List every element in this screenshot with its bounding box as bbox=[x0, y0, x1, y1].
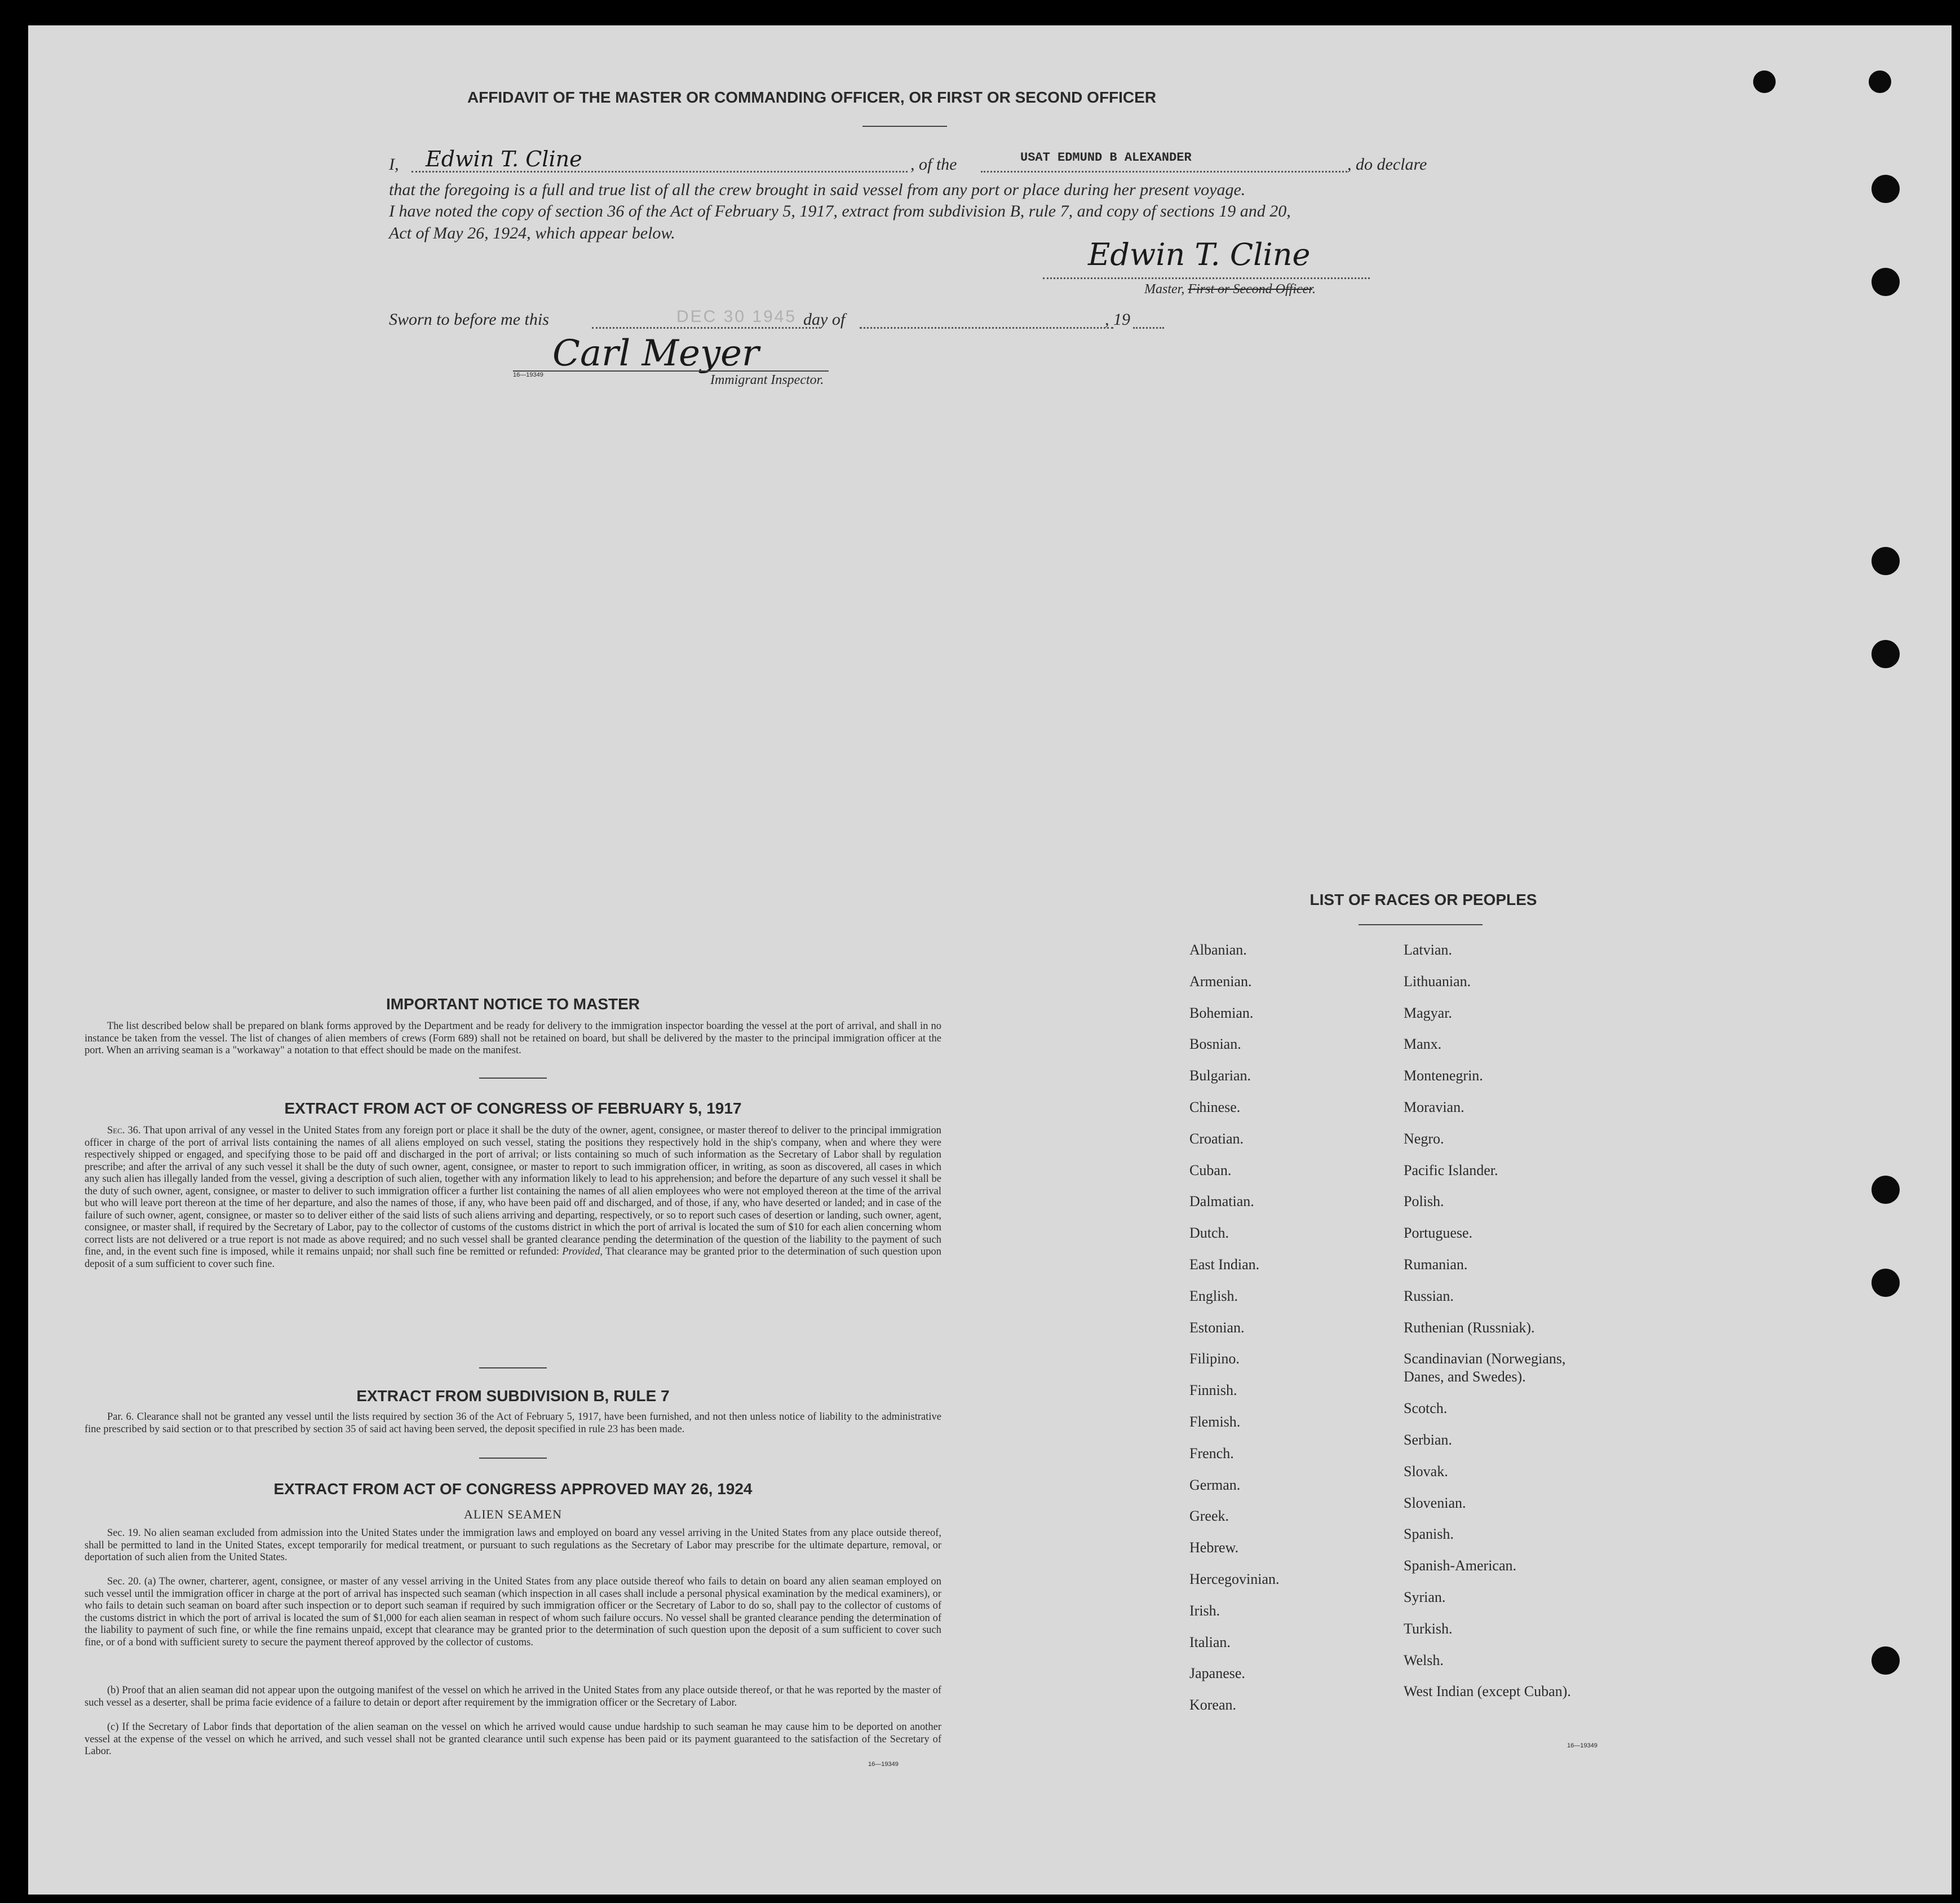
extract-1917-text bbox=[85, 1125, 941, 1270]
race-item: Ruthenian (Russniak). bbox=[1404, 1319, 1535, 1336]
race-item: Polish. bbox=[1404, 1193, 1444, 1210]
race-item: Montenegrin. bbox=[1404, 1067, 1483, 1084]
race-item: Moravian. bbox=[1404, 1099, 1465, 1115]
proviso-label: Provided, bbox=[562, 1246, 603, 1257]
do-declare-label: , do declare bbox=[1347, 155, 1427, 174]
race-item: Syrian. bbox=[1404, 1589, 1446, 1605]
inspector-line bbox=[513, 370, 829, 372]
punch-hole bbox=[1753, 70, 1776, 93]
race-item: Italian. bbox=[1189, 1633, 1231, 1650]
divider bbox=[479, 1078, 547, 1079]
master-label-row bbox=[1144, 282, 1316, 297]
master-signature-line bbox=[1043, 277, 1370, 279]
race-item: Hercegovinian. bbox=[1189, 1571, 1280, 1587]
punch-hole bbox=[1871, 1269, 1900, 1297]
race-item: Dutch. bbox=[1189, 1225, 1229, 1242]
punch-hole bbox=[1871, 640, 1900, 668]
alien-seamen-subtitle: ALIEN SEAMEN bbox=[464, 1507, 562, 1521]
race-item: Croatian. bbox=[1189, 1130, 1244, 1147]
punch-hole bbox=[1871, 268, 1900, 296]
race-item: Pacific Islander. bbox=[1404, 1162, 1498, 1178]
extract-1924-title: EXTRACT FROM ACT OF CONGRESS APPROVED MAY 26, 1924 bbox=[273, 1480, 753, 1498]
sworn-label: Sworn to before me this bbox=[389, 310, 549, 329]
race-item: Turkish. bbox=[1404, 1620, 1453, 1637]
declarant-signature: Edwin T. Cline bbox=[426, 147, 582, 171]
vessel-name: USAT EDMUND B ALEXANDER bbox=[1020, 151, 1192, 165]
notice-text: The list described below shall be prepared on blank forms approved by the Department and be ready for delivery to the immigration inspector boarding the vessel at the port of arrival, and shall in no instance be taken from the vessel. The list of changes of alien members of crews (Form 689) shall not be retained on board, but shall be delivered by the master to the principal immigration officer at the port. When an arriving seaman is a "workaway" a notation to that effect should be made on the manifest. bbox=[85, 1021, 941, 1056]
race-item: Magyar. bbox=[1404, 1004, 1452, 1021]
race-item: Albanian. bbox=[1189, 942, 1247, 958]
section-label: Sec. 36. bbox=[107, 1125, 141, 1136]
race-item: Russian. bbox=[1404, 1287, 1454, 1304]
race-item: Bosnian. bbox=[1189, 1036, 1241, 1053]
race-item: Chinese. bbox=[1189, 1099, 1241, 1115]
race-item: Slovenian. bbox=[1404, 1494, 1466, 1511]
race-item: Dalmatian. bbox=[1189, 1193, 1254, 1210]
race-item: Hebrew. bbox=[1189, 1539, 1239, 1556]
master-signature: Edwin T. Cline bbox=[1088, 237, 1311, 272]
sec19-text: Sec. 19. No alien seaman excluded from admission into the United States under the immigration laws and employed on board any vessel arriving in the United States from any place outside thereof, shall be permitted to land in the United States, except temporarily for medical treatment, or pursuant to such regulations as the Secretary of Labor may prescribe for the ultimate departure, removal, or deportation of such alien from the United States. bbox=[85, 1527, 941, 1563]
vessel-line bbox=[981, 171, 1347, 173]
race-item: Scandinavian (Norwegians, bbox=[1404, 1350, 1566, 1367]
affidavit-prefix: I, bbox=[389, 155, 399, 174]
date-stamp: DEC 30 1945 bbox=[676, 307, 797, 326]
of-the-label: , of the bbox=[910, 155, 957, 174]
race-item: Danes, and Swedes). bbox=[1404, 1368, 1526, 1385]
rule7-title: EXTRACT FROM SUBDIVISION B, RULE 7 bbox=[356, 1387, 670, 1405]
races-title: LIST OF RACES OR PEOPLES bbox=[1309, 891, 1537, 908]
bleed-through-area bbox=[62, 414, 1922, 866]
master-label: Master, bbox=[1144, 282, 1185, 297]
divider bbox=[479, 1367, 547, 1368]
year-label: , 19 bbox=[1105, 310, 1130, 329]
race-item: Portuguese. bbox=[1404, 1225, 1473, 1242]
race-item: Finnish. bbox=[1189, 1382, 1237, 1399]
month-line bbox=[860, 327, 1113, 329]
race-item: Serbian. bbox=[1404, 1432, 1452, 1448]
year-line bbox=[1133, 327, 1164, 329]
race-item: English. bbox=[1189, 1287, 1238, 1304]
divider bbox=[1359, 924, 1483, 925]
form-number: 16—19349 bbox=[1567, 1742, 1598, 1749]
sworn-day-line bbox=[592, 327, 817, 329]
affidavit-line-1: that the foregoing is a full and true list of all the crew brought in said vessel from any port or place during her present voyage. bbox=[389, 180, 1246, 199]
notice-title: IMPORTANT NOTICE TO MASTER bbox=[386, 995, 640, 1013]
race-item: Welsh. bbox=[1404, 1652, 1444, 1668]
race-item: Manx. bbox=[1404, 1036, 1442, 1053]
race-item: Greek. bbox=[1189, 1508, 1229, 1525]
race-item: Negro. bbox=[1404, 1130, 1444, 1147]
inspector-signature: Carl Meyer bbox=[552, 333, 759, 374]
race-item: Scotch. bbox=[1404, 1400, 1448, 1417]
race-item: Flemish. bbox=[1189, 1414, 1241, 1430]
race-item: Bohemian. bbox=[1189, 1004, 1254, 1021]
race-item: Spanish-American. bbox=[1404, 1557, 1517, 1574]
punch-hole bbox=[1871, 1176, 1900, 1204]
form-number: 16—19349 bbox=[868, 1761, 899, 1768]
race-item: West Indian (except Cuban). bbox=[1404, 1683, 1571, 1700]
form-number: 16—19349 bbox=[513, 372, 543, 378]
divider bbox=[479, 1458, 547, 1459]
sec20a-text: Sec. 20. (a) The owner, charterer, agent, consignee, or master of any vessel arriving in the United States from any place outside thereof who fails to detain on board any alien seaman employed on such vessel until the immigration officer in charge at the port of arrival has inspected such seaman (which inspection in all cases shall include a personal physical examination by the medical examiners), or who fails to detain such seaman on board after such inspection or to deport such seaman if required by such immigration officer or the Secretary of Labor to do so, shall pay to the collector of customs of the customs district in which the port of arrival is located the sum of $1,000 for each alien seaman in respect of whom such failure occurs. No vessel shall be granted clearance pending the determination of the liability to payment of such fine, or while the fine remains unpaid, except that clearance may be granted prior to the determination of such question upon the deposit of a sum sufficient to cover such fine, or of a bond with sufficient surety to secure the payment thereof approved by the collector of customs. bbox=[85, 1576, 941, 1648]
inspector-label: Immigrant Inspector. bbox=[710, 373, 824, 387]
extract-1917-body: That upon arrival of any vessel in the United States from any foreign port or place it shall be the duty of the owner, agent, consignee, or master thereof to deliver to the principal immigration officer in charge of the port of arrival lists containing the names of all aliens employed on such vessel, stating the positions they respectively hold in the ship's company, when and where they were respectively shipped or engaged, and specifying those to be paid off and discharged in the port of arrival; or lists containing so much of such information as the Secretary of Labor shall by regulation prescribe; and after the arrival of any such vessel it shall be the duty of such owner, agent, consignee, or master to report to such immigration officer, in writing, as soon as discovered, all cases in which any such alien has illegally landed from the vessel, giving a description of such alien, together with any information likely to lead to his apprehension; and before the departure of any such vessel it shall be the duty of such owner, agent, consignee, or master to deliver to such immigration officer a further list containing the names of all alien employees who were not employed thereon at the time of the arrival but who will leave port thereon at the time of her departure, and also the names of those, if any, who have been paid off and discharged, and of those, if any, who have deserted or landed; and in case of the failure of such owner, agent, consignee, or master so to deliver either of the said lists of such aliens arriving and departing, respectively, or so to report such cases of desertion or landing, such owner, agent, consignee, or master shall, if required by the Secretary of Labor, pay to the collector of customs of the customs district in which the port of arrival is located the sum of $10 for each alien concerning whom correct lists are not delivered or a true report is not made as above required; and no such vessel shall be granted clearance pending the determination of the question of the liability to the payment of such fine, and, in the event such fine is imposed, while it remains unpaid; nor shall such fine be remitted or refunded: bbox=[85, 1125, 941, 1257]
punch-hole bbox=[1871, 1646, 1900, 1675]
punch-hole bbox=[1871, 175, 1900, 203]
race-item: Estonian. bbox=[1189, 1319, 1245, 1336]
race-item: East Indian. bbox=[1189, 1256, 1260, 1273]
race-item: German. bbox=[1189, 1476, 1241, 1493]
divider bbox=[862, 126, 947, 127]
document-page bbox=[28, 25, 1952, 1895]
race-item: Filipino. bbox=[1189, 1350, 1240, 1367]
punch-hole bbox=[1869, 70, 1891, 93]
punch-hole bbox=[1871, 547, 1900, 575]
race-item: Japanese. bbox=[1189, 1665, 1245, 1682]
race-item: Rumanian. bbox=[1404, 1256, 1468, 1273]
affidavit-line-2: I have noted the copy of section 36 of the Act of February 5, 1917, extract from subdivision B, rule 7, and copy of sections 19 and 20, bbox=[389, 202, 1291, 220]
race-item: Slovak. bbox=[1404, 1463, 1448, 1480]
rule7-text: Par. 6. Clearance shall not be granted any vessel until the lists required by section 36 of the Act of February 5, 1917, have been furnished, and not then unless notice of liability to the administrative fine prescribed by said section or to that prescribed by section 35 of said act having been served, the deposit specified in rule 23 has been made. bbox=[85, 1411, 941, 1435]
affidavit-line-3: Act of May 26, 1924, which appear below. bbox=[389, 224, 675, 242]
extract-1917-title: EXTRACT FROM ACT OF CONGRESS OF FEBRUARY 5, 1917 bbox=[284, 1100, 742, 1117]
race-item: Spanish. bbox=[1404, 1526, 1454, 1543]
race-item: Armenian. bbox=[1189, 973, 1252, 990]
master-label-end: . bbox=[1312, 282, 1316, 297]
race-item: Cuban. bbox=[1189, 1162, 1232, 1178]
race-item: Lithuanian. bbox=[1404, 973, 1471, 990]
race-item: Latvian. bbox=[1404, 942, 1452, 958]
day-of-label: day of bbox=[803, 310, 846, 329]
race-item: Irish. bbox=[1189, 1602, 1220, 1619]
race-item: Bulgarian. bbox=[1189, 1067, 1251, 1084]
race-item: Korean. bbox=[1189, 1697, 1237, 1714]
race-item: French. bbox=[1189, 1445, 1234, 1462]
affidavit-title: AFFIDAVIT OF THE MASTER OR COMMANDING OFFICER, OR FIRST OR SECOND OFFICER bbox=[467, 89, 1157, 106]
sec20b-text: (b) Proof that an alien seaman did not appear upon the outgoing manifest of the vessel on which he arrived in the United States from any place outside thereof, or that he was reported by the master of such vessel as a deserter, shall be prima facie evidence of a failure to detain or deport after requirement by the immigration officer or the Secretary of Labor. bbox=[85, 1685, 941, 1708]
proviso-text: That clearance may be granted prior to the determination of such question upon deposit of a sum sufficient to cover such fine. bbox=[85, 1246, 942, 1270]
master-struck-label: First or Second Officer bbox=[1188, 282, 1312, 297]
sec20c-text: (c) If the Secretary of Labor finds that deportation of the alien seaman on the vessel on which he arrived would cause undue hardship to such seaman he may cause him to be deported on another vessel at the expense of the vessel on which he arrived, and such vessel shall not be granted clearance until such expense has been paid or its payment guaranteed to the satisfaction of the Secretary of Labor. bbox=[85, 1721, 941, 1757]
